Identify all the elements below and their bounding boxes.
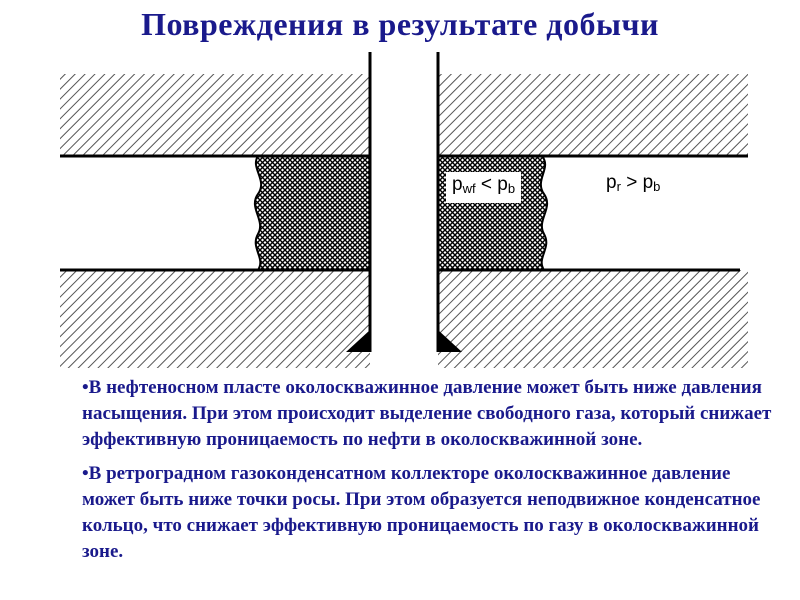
upper-shale-left [60,74,370,156]
upper-shale-right [438,74,748,156]
reservoir-pressure-label: $p_r > p_b$ [606,172,661,194]
wellbore [370,52,438,352]
lower-shale-right [438,270,748,368]
bullet-list [82,375,782,573]
wellbore-pressure-label: $p_{wf} < p_b$ [446,172,521,203]
bullet-oil-reservoir: •В нефтеносном пласте околоскважинное давление может быть ниже давления насыщения. При этом происходит выделение свободного газа, который снижает эффективную проницаемость по нефти в околоскважинной зоне. [82,377,772,450]
bullet-gas-condensate: •В ретроградном газоконденсатном коллекторе околоскважинное давление может быть ниже точки росы. При этом образуется неподвижное конденсатное кольцо, что снижает эффективную проницаемость по газу в околоскважинной зоне. [82,463,761,562]
slide-title: Повреждения в результате добычи [141,6,659,42]
lower-shale-left [60,270,370,368]
damage-zone-left [255,156,370,270]
